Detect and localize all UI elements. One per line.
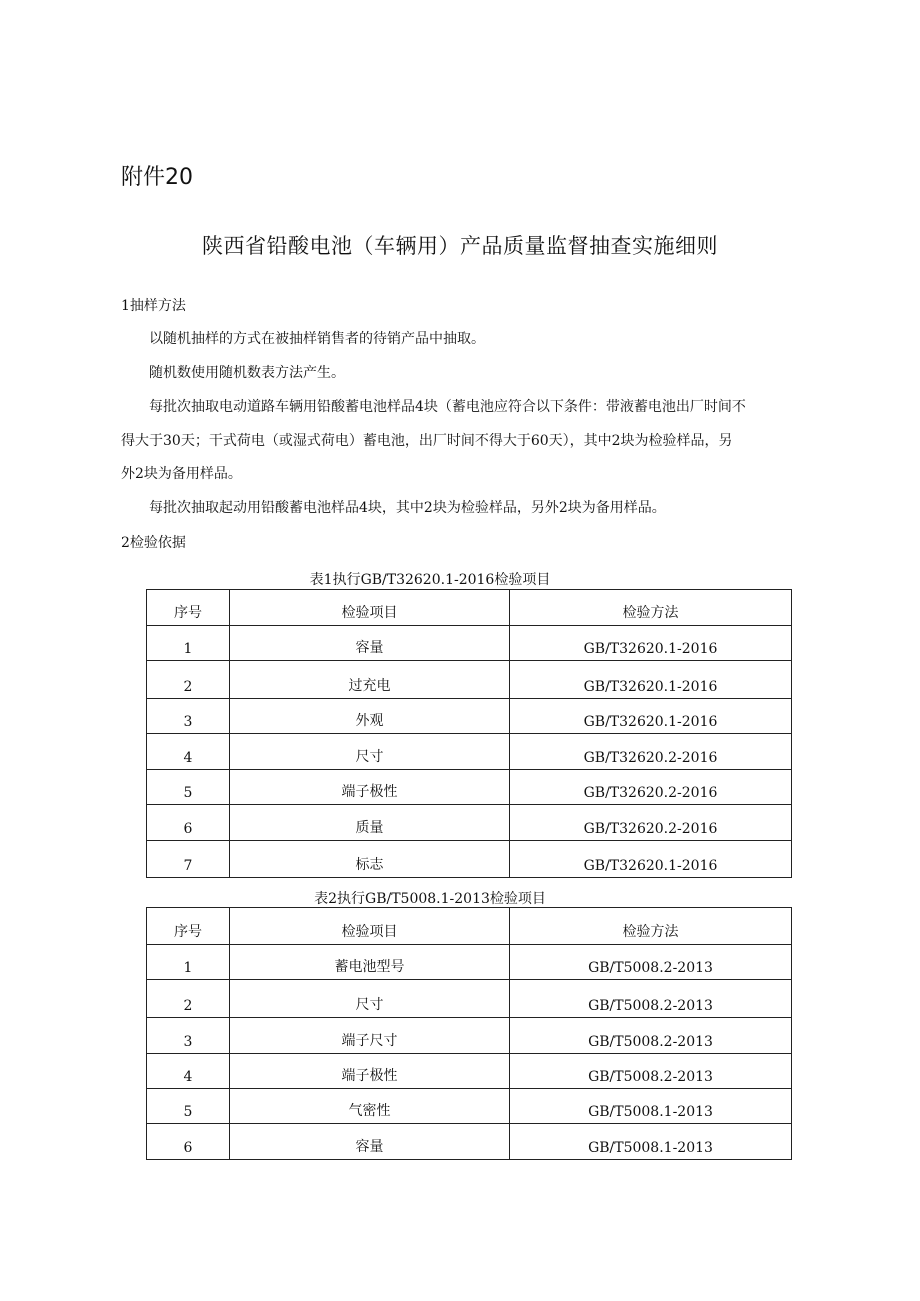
table-cell: 容量 bbox=[230, 626, 510, 661]
table-cell: GB/T5008.2-2013 bbox=[510, 1054, 792, 1089]
table-row bbox=[147, 805, 792, 841]
table2-caption: 表2执行GB/T5008.1-2013检验项目 bbox=[314, 891, 546, 907]
table-header-row bbox=[147, 590, 792, 626]
table-cell: GB/T32620.1-2016 bbox=[510, 699, 792, 734]
table-cell: 4 bbox=[147, 1054, 230, 1089]
table-row bbox=[147, 841, 792, 878]
table-cell: GB/T32620.2-2016 bbox=[510, 734, 792, 770]
table-cell: 3 bbox=[147, 1018, 230, 1054]
table-cell: GB/T32620.2-2016 bbox=[510, 770, 792, 805]
section1-para2: 随机数使用随机数表方法产生。 bbox=[149, 365, 345, 381]
table-cell: 端子尺寸 bbox=[230, 1018, 510, 1054]
table-cell: 6 bbox=[147, 1124, 230, 1160]
table-cell: 端子极性 bbox=[230, 1054, 510, 1089]
table-cell: 1 bbox=[147, 945, 230, 980]
table-cell: GB/T32620.1-2016 bbox=[510, 841, 792, 878]
table-cell: 2 bbox=[147, 661, 230, 699]
table-cell: 尺寸 bbox=[230, 734, 510, 770]
table-cell: 过充电 bbox=[230, 661, 510, 699]
table-cell: 5 bbox=[147, 1089, 230, 1124]
section1-para3-line2: 得大于30天；干式荷电（或湿式荷电）蓄电池，出厂时间不得大于60天），其中2块为检验样品，另 bbox=[121, 433, 733, 449]
table-row bbox=[147, 980, 792, 1018]
table-cell: GB/T5008.1-2013 bbox=[510, 1124, 792, 1160]
table-cell: GB/T32620.1-2016 bbox=[510, 626, 792, 661]
header-cell: 检验项目 bbox=[230, 590, 510, 626]
section1-para4: 每批次抽取起动用铅酸蓄电池样品4块，其中2块为检验样品，另外2块为备用样品。 bbox=[149, 500, 666, 516]
table-cell: GB/T5008.2-2013 bbox=[510, 980, 792, 1018]
table-cell: 气密性 bbox=[230, 1089, 510, 1124]
table-header-row bbox=[147, 908, 792, 945]
table-cell: 外观 bbox=[230, 699, 510, 734]
header-cell: 检验方法 bbox=[510, 590, 792, 626]
table-cell: GB/T5008.1-2013 bbox=[510, 1089, 792, 1124]
table-cell: 蓄电池型号 bbox=[230, 945, 510, 980]
table-cell: 5 bbox=[147, 770, 230, 805]
table-cell: 标志 bbox=[230, 841, 510, 878]
header-cell: 序号 bbox=[147, 590, 230, 626]
table1-caption: 表1执行GB/T32620.1-2016检验项目 bbox=[309, 572, 551, 588]
table-cell: GB/T32620.1-2016 bbox=[510, 661, 792, 699]
table-cell: 1 bbox=[147, 626, 230, 661]
header-cell: 检验方法 bbox=[510, 908, 792, 945]
table-row bbox=[147, 734, 792, 770]
table-cell: 容量 bbox=[230, 1124, 510, 1160]
section1-para3-line3: 外2块为备用样品。 bbox=[121, 466, 242, 482]
table-cell: 质量 bbox=[230, 805, 510, 841]
table-row bbox=[147, 661, 792, 699]
table-row bbox=[147, 1018, 792, 1054]
table-cell: 6 bbox=[147, 805, 230, 841]
table-row bbox=[147, 699, 792, 734]
table-cell: 2 bbox=[147, 980, 230, 1018]
section1-para1: 以随机抽样的方式在被抽样销售者的待销产品中抽取。 bbox=[149, 331, 485, 347]
table-row bbox=[147, 626, 792, 661]
table-cell: GB/T5008.2-2013 bbox=[510, 1018, 792, 1054]
table-row bbox=[147, 770, 792, 805]
table-row bbox=[147, 1054, 792, 1089]
table-row bbox=[147, 945, 792, 980]
attachment-label: 附件20 bbox=[121, 165, 193, 190]
table-cell: 端子极性 bbox=[230, 770, 510, 805]
header-cell: 序号 bbox=[147, 908, 230, 945]
table-cell: 7 bbox=[147, 841, 230, 878]
table-row bbox=[147, 1089, 792, 1124]
table2 bbox=[146, 907, 792, 1160]
header-cell: 检验项目 bbox=[230, 908, 510, 945]
section1-para3-line1: 每批次抽取电动道路车辆用铅酸蓄电池样品4块（蓄电池应符合以下条件：带液蓄电池出厂时间不 bbox=[149, 399, 746, 415]
table-cell: 4 bbox=[147, 734, 230, 770]
section1-heading: 1抽样方法 bbox=[121, 298, 186, 314]
section2-heading: 2检验依据 bbox=[121, 535, 186, 551]
document-title: 陕西省铅酸电池（车辆用）产品质量监督抽查实施细则 bbox=[202, 234, 718, 258]
table1 bbox=[146, 589, 792, 878]
table-cell: 尺寸 bbox=[230, 980, 510, 1018]
table-cell: GB/T5008.2-2013 bbox=[510, 945, 792, 980]
table-row bbox=[147, 1124, 792, 1160]
table-cell: GB/T32620.2-2016 bbox=[510, 805, 792, 841]
table-cell: 3 bbox=[147, 699, 230, 734]
